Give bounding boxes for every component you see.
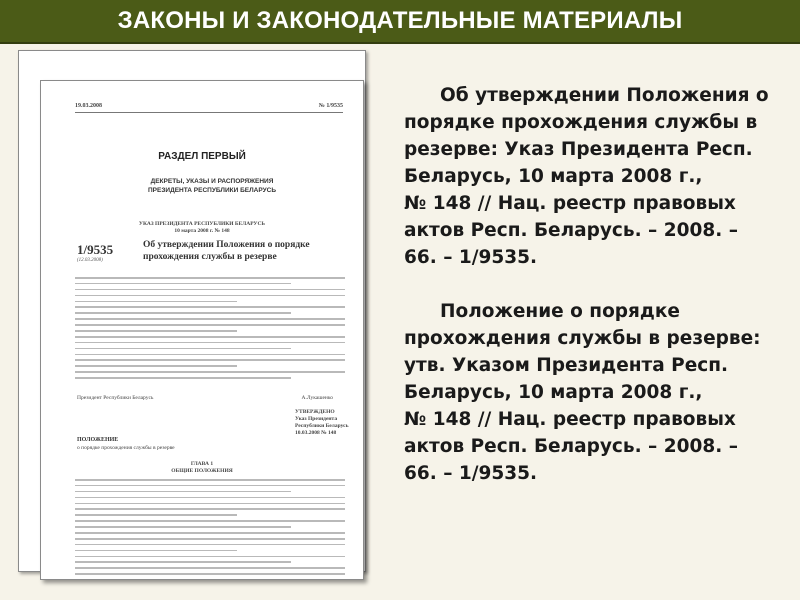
signature-name: А.Лукашенко bbox=[301, 395, 333, 401]
citation-line: 66. – 1/9535. bbox=[404, 463, 538, 484]
registration-number: 1/9535 bbox=[77, 242, 114, 257]
document-header-rule bbox=[75, 112, 343, 113]
decree-heading bbox=[41, 221, 363, 235]
citation-line: № 148 // Нац. реестр правовых bbox=[404, 193, 736, 214]
citation-line: Беларусь, 10 марта 2008 г., bbox=[404, 382, 703, 403]
approval-line: Указ Президента bbox=[295, 416, 338, 422]
regulation-subtitle: о порядке прохождения службы в резерве bbox=[77, 445, 175, 451]
citation-line: утв. Указом Президента Респ. bbox=[404, 355, 729, 376]
document-running-head bbox=[75, 103, 343, 109]
citation-line: Беларусь, 10 марта 2008 г., bbox=[404, 166, 703, 187]
decree-body-text bbox=[75, 277, 345, 383]
citation-decree bbox=[404, 82, 796, 271]
decree-date-line: 10 марта 2008 г. № 148 bbox=[174, 228, 230, 234]
chapter-number: ГЛАВА 1 bbox=[190, 461, 214, 467]
subsection-line: ПРЕЗИДЕНТА РЕСПУБЛИКИ БЕЛАРУСЬ bbox=[148, 187, 276, 194]
decree-heading-line: УКАЗ ПРЕЗИДЕНТА РЕСПУБЛИКИ БЕЛАРУСЬ bbox=[138, 221, 266, 227]
citation-line: Об утверждении Положения о bbox=[440, 85, 769, 106]
document-date: 19.03.2008 bbox=[75, 103, 102, 109]
slide-title: ЗАКОНЫ И ЗАКОНОДАТЕЛЬНЫЕ МАТЕРИАЛЫ bbox=[117, 7, 683, 34]
citation-line: актов Респ. Беларусь. – 2008. – bbox=[404, 220, 738, 241]
subsection-line: ДЕКРЕТЫ, УКАЗЫ И РАСПОРЯЖЕНИЯ bbox=[150, 178, 274, 185]
approval-stamp bbox=[295, 409, 349, 437]
chapter-heading bbox=[41, 461, 363, 475]
citation-line: Положение о порядке bbox=[440, 301, 680, 322]
document-subsection-title bbox=[101, 177, 323, 195]
registration-date: (12.03.2008) bbox=[77, 258, 103, 263]
citation-line: резерве: Указ Президента Респ. bbox=[404, 139, 753, 160]
document-section-title: РАЗДЕЛ ПЕРВЫЙ bbox=[158, 151, 246, 162]
citation-line: 66. – 1/9535. bbox=[404, 247, 538, 268]
decree-title: Об утверждении Положения о порядке прохождения службы в резерве bbox=[143, 240, 310, 262]
citation-line: актов Респ. Беларусь. – 2008. – bbox=[404, 436, 738, 457]
citation-regulation bbox=[404, 298, 796, 487]
slide-header bbox=[0, 0, 800, 44]
citation-line: № 148 // Нац. реестр правовых bbox=[404, 409, 736, 430]
approval-line: Республики Беларусь bbox=[295, 423, 349, 429]
citation-line: прохождения службы в резерве: bbox=[404, 328, 761, 349]
regulation-body-text bbox=[75, 479, 345, 579]
approval-line: УТВЕРЖДЕНО bbox=[295, 409, 335, 415]
document-front-page bbox=[40, 80, 364, 580]
citation-line: порядке прохождения службы в bbox=[404, 112, 758, 133]
document-number: № 1/9535 bbox=[318, 103, 343, 109]
regulation-title: ПОЛОЖЕНИЕ bbox=[77, 437, 119, 443]
citations-panel bbox=[404, 82, 796, 514]
approval-line: 10.03.2008 № 148 bbox=[295, 430, 337, 436]
chapter-title: ОБЩИЕ ПОЛОЖЕНИЯ bbox=[171, 468, 233, 474]
signature-position: Президент Республики Беларусь bbox=[77, 395, 154, 401]
